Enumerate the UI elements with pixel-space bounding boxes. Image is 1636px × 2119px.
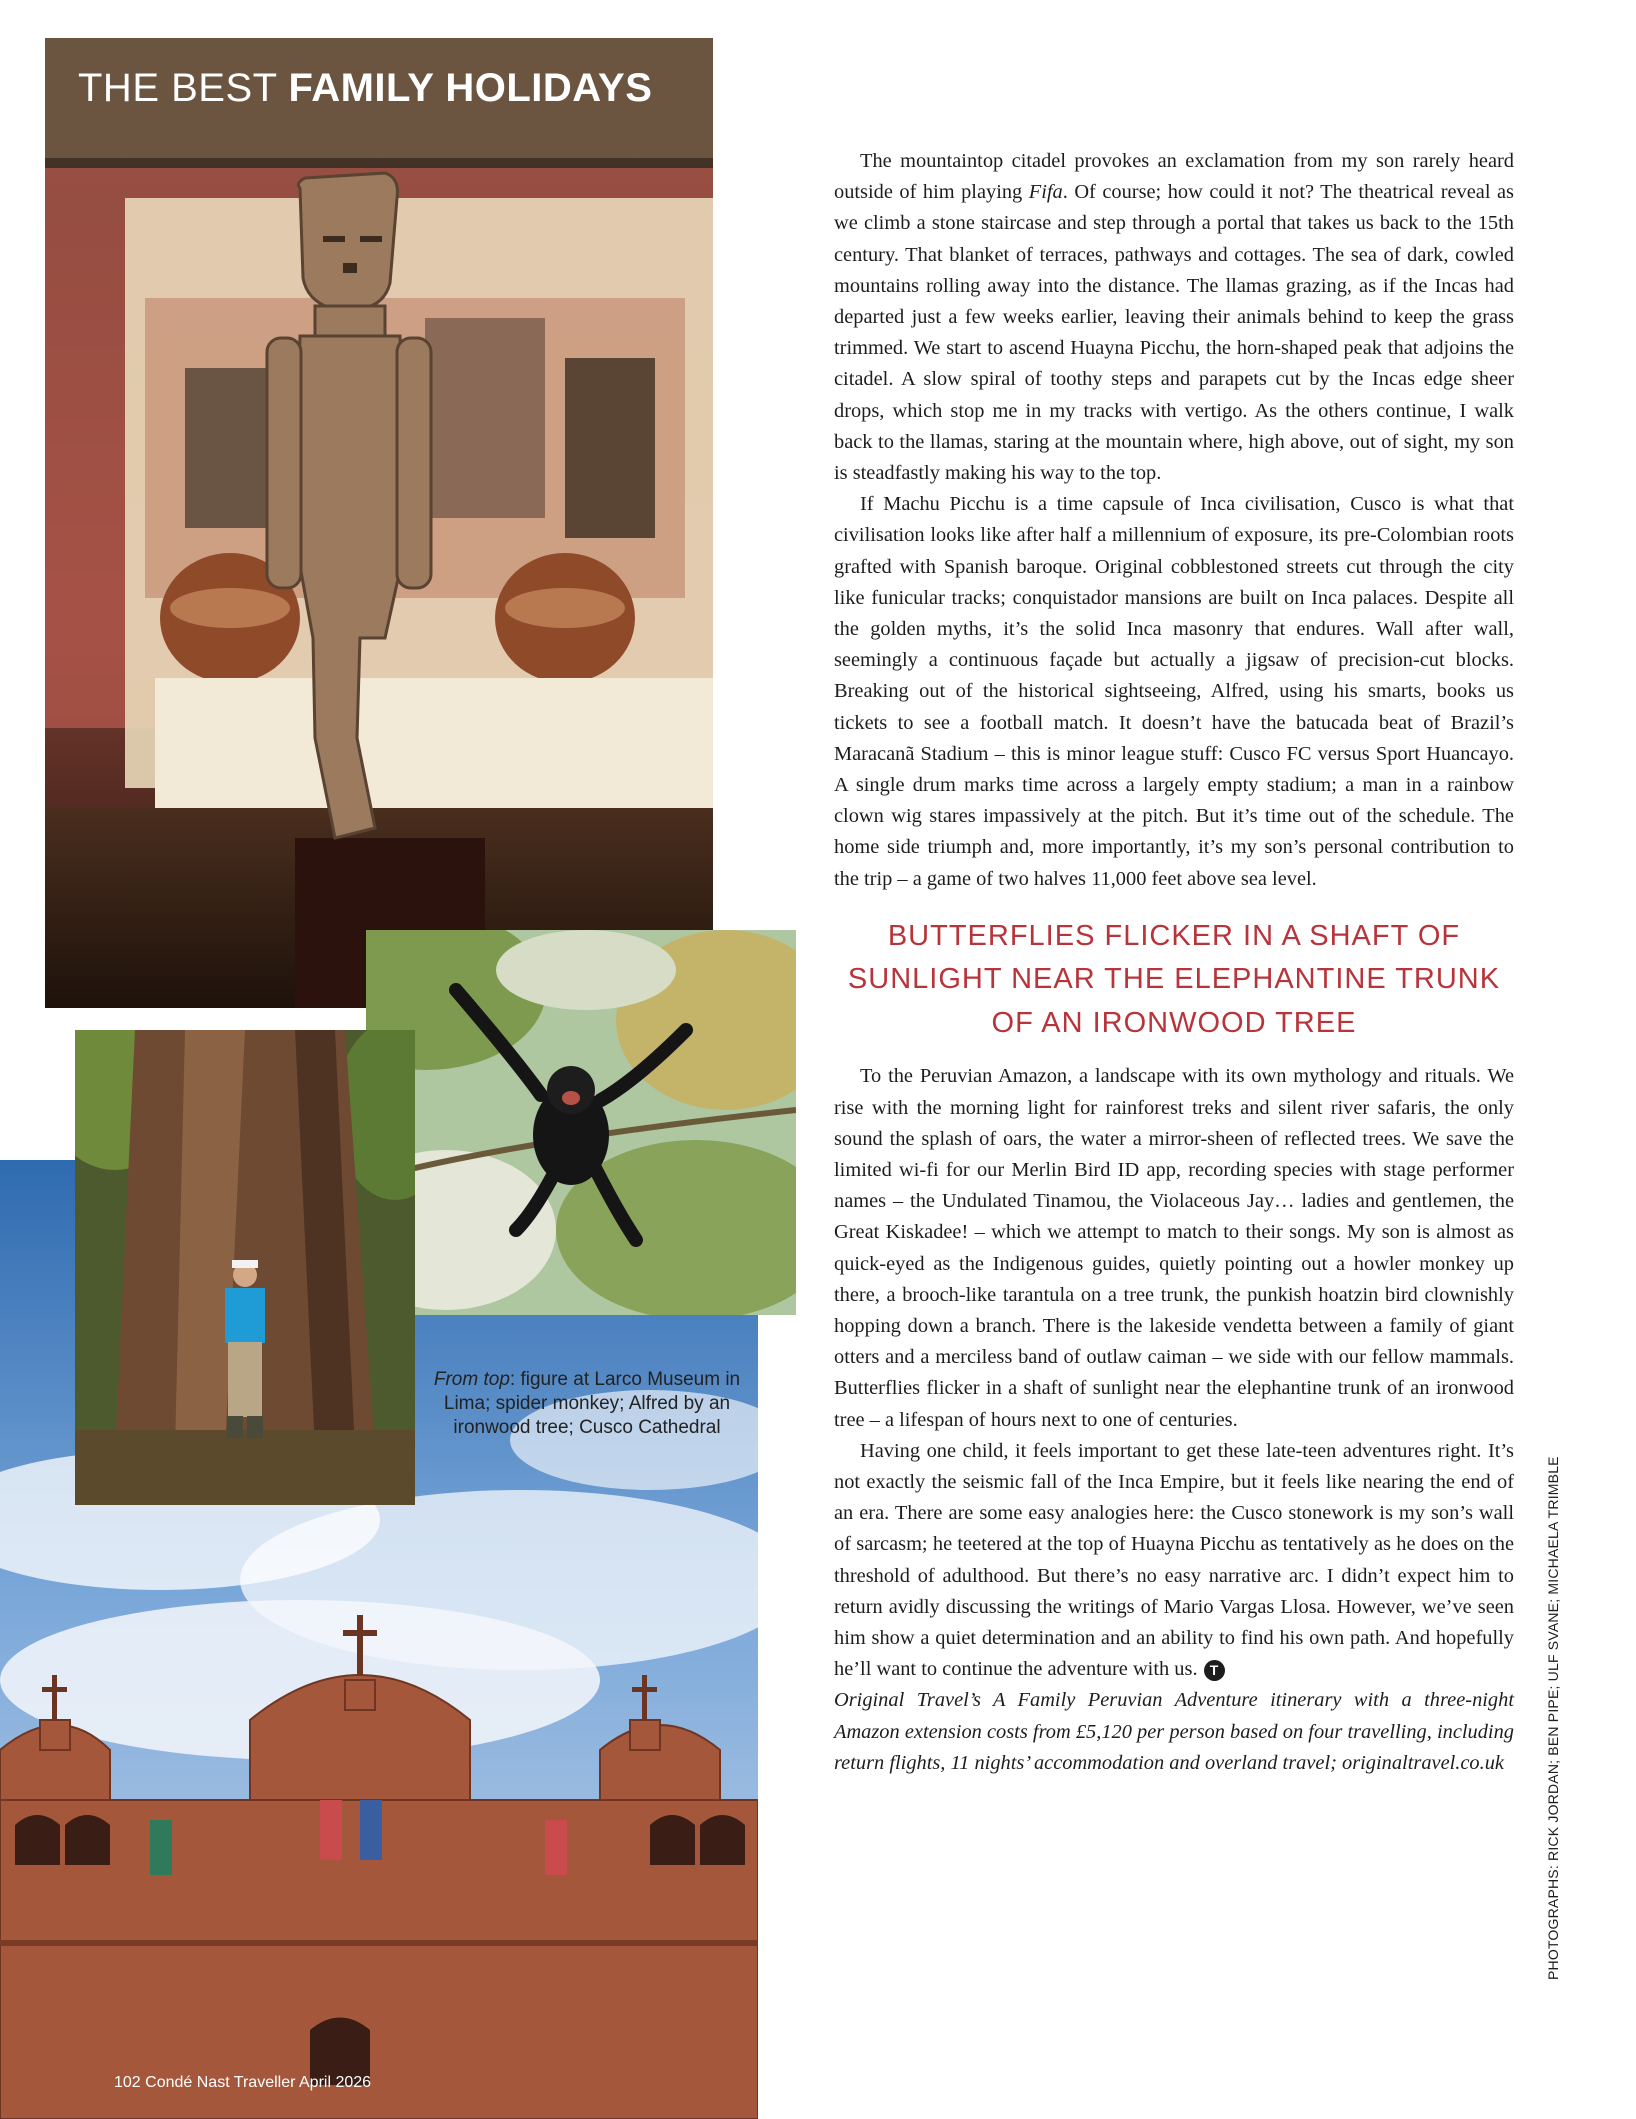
section-header-light: THE BEST (78, 66, 289, 110)
caption-text: : figure at Larco Museum in Lima; spider monkey; Alfred by an ironwood tree; Cusco Cathedral (443, 1369, 741, 1438)
ironwood-tree-photo (75, 1030, 415, 1505)
paragraph-1-end: . Of course; how could it not? The theatrical reveal as we climb a stone staircase and step through a portal that takes us back to the 15th century. That blanket of terraces, pathways and cottages. The sea of dark, cowled mountains rolling away into the distance. The llamas grazing, as if the Incas had departed just a few weeks earlier, leaving their animals behind to keep the grass trimmed. We start to ascend Huayna Picchu, the horn-shaped peak that adjoins the citadel. A slow spiral of toothy steps and parapets cut by the Incas edge sheer drops, which stop me in my tracks with vertigo. As the others continue, I walk back to the llamas, staring at the mountain where, high above, out of sight, my son is steadfastly making his way to the top. (834, 181, 1514, 485)
article-body (834, 146, 1514, 1779)
paragraph-4-text: Having one child, it feels important to get these late-teen adventures right. It’s not exactly the seismic fall of the Inca Empire, but it feels like nearing the end of an era. There are some easy analogies here: the Cusco stonework is my son’s wall of sarcasm; he teetered at the top of Huayna Picchu as tentatively as he does on the threshold of adulthood. But there’s no easy narrative arc. I didn’t expect him to return avidly discussing the writings of Mario Vargas Llosa. However, we’ve seen him show a quiet determination and an ability to find his own path. And hopefully he’ll want to continue the adventure with us. (834, 1439, 1514, 1681)
article-paragraph: If Machu Picchu is a time capsule of Inca civilisation, Cusco is what that civilisation looks like after half a millennium of exposure, its pre-Colombian roots grafted with Spanish baroque. Original cobblestoned streets cut through the city like funicular tracks; conquistador mansions are built on Inca palaces. Despite all the golden myths, it’s the solid Inca masonry that endures. Wall after wall, seemingly a continuous façade but actually a jigsaw of precision-cut blocks. Breaking out of the historical sightseeing, Alfred, using his smarts, books us tickets to see a football match. It doesn’t have the batucada beat of Brazil’s Maracanã Stadium – this is minor league stuff: Cusco FC versus Sport Huancayo. A single drum marks time across a largely empty stadium; a man in a rainbow clown wig stares impassively at the pitch. But it’s time out of the schedule. The home side triumph and, more importantly, it’s my son’s personal contribution to the trip – a game of two halves 11,000 feet above sea level. (834, 493, 1514, 890)
paragraph-1-start: The mountaintop citadel provokes an exclamation from my son rarely heard outside of him playing (834, 150, 1514, 204)
paragraph-1-italic: Fifa (1028, 181, 1063, 204)
article-paragraph-final (834, 1436, 1514, 1686)
alfred-ironwood-tree-image (75, 1030, 415, 1505)
museum-photo (45, 38, 713, 1008)
section-header (78, 66, 652, 111)
photo-caption (432, 1368, 742, 1440)
article-paragraph (834, 146, 1514, 489)
article-paragraph: To the Peruvian Amazon, a landscape with its own mythology and rituals. We rise with the morning light for rainforest treks and silent river safaris, the only sound the splash of oars, the water a mirror-sheen of reflected trees. We save the limited wi-fi for our Merlin Bird ID app, recording species with stage performer names – the Undulated Tinamou, the Violaceous Jay… ladies and gentlemen, the Great Kiskadee! – which we attempt to match to their songs. My son is almost as quick-eyed as the Indigenous guides, quietly pointing out a howler monkey up there, a brooch-like tarantula on a tree trunk, the punkish hoatzin bird clownishly hopping down a branch. There is the lakeside vendetta between a family of giant otters and a merciless band of outlaw caiman – we side with our fellow mammals. Butterflies flicker in a shaft of sunlight near the elephantine trunk of an ironwood tree – a lifespan of hours next to one of centuries. (834, 1065, 1514, 1431)
museum-figure-image (45, 38, 713, 1008)
booking-note: Original Travel’s A Family Peruvian Adventure itinerary with a three-night Amazon extension costs from £5,120 per person based on four travelling, including return flights, 11 nights’ accommodation and overland travel; originaltravel.co.uk (834, 1689, 1514, 1774)
photo-credits: PHOTOGRAPHS: RICK JORDAN; BEN PIPE; ULF SVANE; MICHAELA TRIMBLE (1545, 1456, 1561, 1980)
caption-lead: From top (433, 1369, 510, 1390)
end-mark-icon: T (1204, 1660, 1225, 1681)
page-folio: 102 Condé Nast Traveller April 2026 (114, 2074, 372, 2091)
spider-monkey-image (366, 930, 796, 1315)
pull-quote: BUTTERFLIES FLICKER IN A SHAFT OF SUNLIGHT NEAR THE ELEPHANTINE TRUNK OF AN IRONWOOD TREE (847, 919, 1501, 1039)
spider-monkey-photo (366, 930, 796, 1315)
section-header-bold: FAMILY HOLIDAYS (288, 66, 653, 110)
